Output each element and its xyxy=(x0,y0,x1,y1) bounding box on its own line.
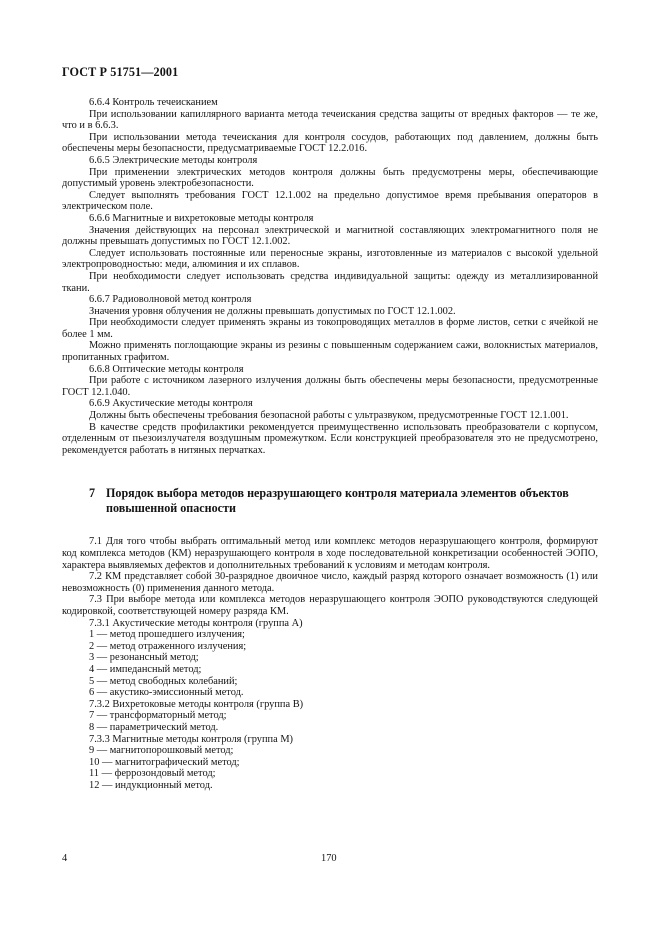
paragraph: Следует использовать постоянные или переносные экраны, изготовленные из материалов с высокой удельной электропроводностью: меди, алюминия и их сплавов. xyxy=(62,247,598,271)
paragraph: Следует выполнять требования ГОСТ 12.1.002 на предельно допустимое время пребывания операторов в электрическом поле. xyxy=(62,189,598,213)
paragraph: 2 — метод отраженного излучения; xyxy=(89,640,247,652)
paragraph: 7.3.1 Акустические методы контроля (группа А) xyxy=(89,617,303,629)
paragraph: 6.6.4 Контроль течеисканием xyxy=(89,97,218,108)
paragraph: 3 — резонансный метод; xyxy=(89,652,199,664)
paragraph: В качестве средств профилактики рекомендуется преимущественно использовать преобразователи с корпусом, отделенным от пьезоизлучателя воздушным промежутком. Если конструкцией преобразователя это не предусмотрено, рекомендуется работать в нитяных перчатках. xyxy=(62,421,598,456)
paragraph: 6 — акустико-эмиссионный метод. xyxy=(89,687,244,699)
section-7-heading xyxy=(62,486,598,516)
paragraph: 7 — трансформаторный метод; xyxy=(89,710,227,722)
paragraph: 8 — параметрический метод. xyxy=(89,721,219,733)
paragraph: 4 — импедансный метод; xyxy=(89,663,202,675)
paragraph: 12 — индукционный метод. xyxy=(89,779,213,791)
paragraph: 7.1 Для того чтобы выбрать оптимальный метод или комплекс методов неразрушающего контроля, формируют код комплекса методов (КМ) неразрушающего контроля в ходе последовательной конкретизации особенностей ЭОПО, характера выявляемых дефектов и дополнительных требований к условиям и методам контроля. xyxy=(62,536,598,571)
paragraph: 7.2 КМ представляет собой 30-разрядное двоичное число, каждый разряд которого означает возможность (1) или невозможность (0) применения данного метода. xyxy=(62,571,598,594)
folio-number: 170 xyxy=(321,853,337,864)
document-header: ГОСТ Р 51751—2001 xyxy=(62,65,179,79)
paragraph: 6.6.6 Магнитные и вихретоковые методы контроля xyxy=(89,212,314,224)
paragraph: При работе с источником лазерного излучения должны быть обеспечены меры безопасности, предусмотренные ГОСТ 12.1.040. xyxy=(62,375,598,398)
section-7-paragraphs xyxy=(62,536,598,791)
paragraph: 6.6.9 Акустические методы контроля xyxy=(89,398,253,410)
section-7-title: Порядок выбора методов неразрушающего контроля материала элементов объектов повышенной опасности xyxy=(106,486,569,516)
paragraph: При необходимости следует применять экраны из токопроводящих металлов в форме листов, сетки с ячейкой не более 1 мм. xyxy=(62,317,598,340)
paragraph: Должны быть обеспечены требования безопасной работы с ультразвуком, предусмотренные ГОСТ 12.1.001. xyxy=(89,410,569,422)
paragraph: При использовании метода течеискания для контроля сосудов, работающих под давлением, должны быть обеспечены меры безопасности, предусматриваемые ГОСТ 12.2.016. xyxy=(62,131,598,155)
paragraph: 7.3 При выборе метода или комплекса методов неразрушающего контроля ЭОПО руководствуются следующей кодировкой, соответствующей номеру разряда КМ. xyxy=(62,594,598,617)
paragraph: При применении электрических методов контроля должны быть предусмотрены меры, обеспечивающие допустимый уровень электробезопасности. xyxy=(62,166,598,190)
paragraph: При использовании капиллярного варианта метода течеискания средства защиты от вредных факторов — те же, что и в 6.6.3. xyxy=(62,108,598,132)
paragraph: 6.6.8 Оптические методы контроля xyxy=(89,363,244,375)
paragraph: Значения уровня облучения не должны превышать допустимых по ГОСТ 12.1.002. xyxy=(89,305,456,317)
section-7-number: 7 xyxy=(89,486,96,501)
paragraph: 9 — магнитопорошковый метод; xyxy=(89,745,234,757)
paragraph: 5 — метод свободных колебаний; xyxy=(89,675,238,687)
page-number: 4 xyxy=(62,853,68,864)
section-6-6-paragraphs xyxy=(62,97,598,456)
section-7-title-wrap xyxy=(89,486,598,516)
paragraph: 11 — феррозондовый метод; xyxy=(89,768,216,780)
paragraph: 7.3.3 Магнитные методы контроля (группа М) xyxy=(89,733,294,745)
paragraph: При необходимости следует использовать средства индивидуальной защиты: одежду из металлизированной ткани. xyxy=(62,270,598,294)
paragraph: 7.3.2 Вихретоковые методы контроля (группа В) xyxy=(89,698,304,710)
paragraph: 6.6.7 Радиоволновой метод контроля xyxy=(89,294,252,306)
document-body xyxy=(62,97,598,791)
paragraph: Можно применять поглощающие экраны из резины с повышенным содержанием сажи, волокнистых материалов, пропитанных графитом. xyxy=(62,340,598,364)
paragraph: 6.6.5 Электрические методы контроля xyxy=(89,154,258,166)
paragraph: 1 — метод прошедшего излучения; xyxy=(89,629,245,641)
paragraph: Значения действующих на персонал электрической и магнитной составляющих электромагнитного поля не должны превышать допустимых по ГОСТ 12.1.002. xyxy=(62,224,598,248)
paragraph: 10 — магнитографический метод; xyxy=(89,756,240,768)
